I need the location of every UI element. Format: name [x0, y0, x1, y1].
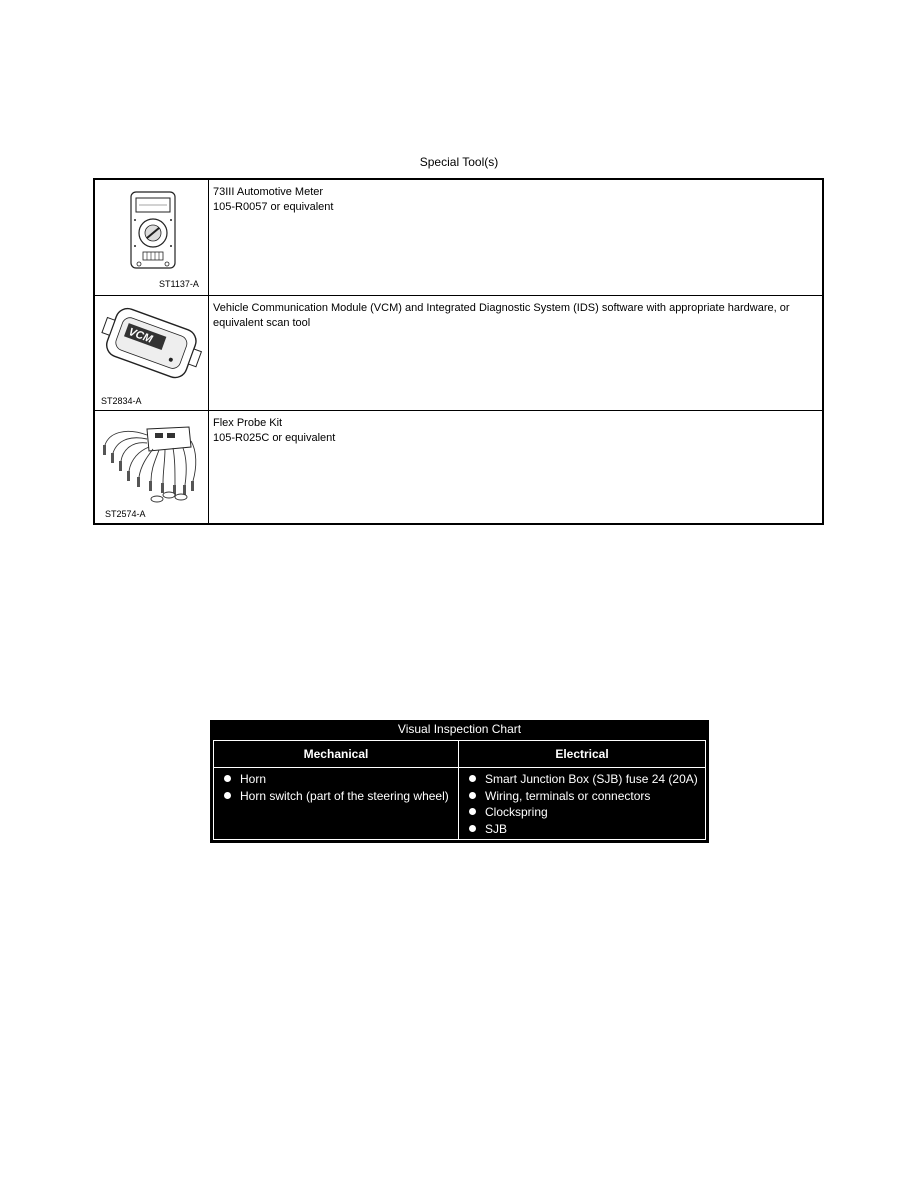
tool-name: 73III Automotive Meter — [213, 186, 324, 198]
vcm-module-icon — [95, 296, 208, 411]
svg-text:VCM: VCM — [126, 326, 154, 346]
bullet-icon — [469, 775, 476, 782]
electrical-list — [459, 768, 705, 837]
multimeter-icon — [95, 180, 208, 295]
mechanical-column — [214, 741, 459, 839]
tool-part-number: 105-R025C or equivalent — [213, 432, 336, 444]
tool-description — [213, 185, 814, 215]
special-tools-title: Special Tool(s) — [419, 155, 499, 169]
column-header: Electrical — [459, 741, 705, 768]
visual-inspection-title: Visual Inspection Chart — [397, 722, 522, 736]
tool-code: ST2574-A — [105, 509, 146, 519]
tool-name: Vehicle Communication Module (VCM) and Integrated Diagnostic System (IDS) software with appropriate hardware, or equivalent scan tool — [213, 302, 790, 329]
visual-inspection-chart — [210, 720, 709, 843]
tool-name: Flex Probe Kit — [213, 417, 283, 429]
tool-description — [213, 301, 814, 331]
tool-row — [95, 410, 822, 523]
bullet-icon — [469, 792, 476, 799]
tool-image-cell — [95, 180, 209, 295]
mechanical-list — [214, 768, 458, 804]
list-item: SJB — [469, 821, 705, 838]
bullet-icon — [224, 775, 231, 782]
list-item: Wiring, terminals or connectors — [469, 788, 705, 805]
bullet-icon — [224, 792, 231, 799]
electrical-column — [459, 741, 705, 839]
column-header: Mechanical — [214, 741, 458, 768]
bullet-icon — [469, 825, 476, 832]
tool-image-cell — [95, 296, 209, 410]
tool-image-cell — [95, 411, 209, 523]
bullet-icon — [469, 808, 476, 815]
tool-code: ST2834-A — [101, 396, 142, 406]
special-tools-table — [93, 178, 824, 525]
tool-part-number: 105-R0057 or equivalent — [213, 201, 334, 213]
tool-description — [213, 416, 814, 446]
list-item: Clockspring — [469, 804, 705, 821]
tool-row — [95, 180, 822, 295]
flex-probe-kit-icon — [95, 411, 208, 524]
tool-code: ST1137-A — [159, 279, 199, 289]
list-item: Horn — [224, 771, 458, 788]
tool-row — [95, 295, 822, 410]
visual-inspection-table — [213, 740, 706, 840]
list-item: Horn switch (part of the steering wheel) — [224, 788, 458, 805]
list-item: Smart Junction Box (SJB) fuse 24 (20A) — [469, 771, 705, 788]
